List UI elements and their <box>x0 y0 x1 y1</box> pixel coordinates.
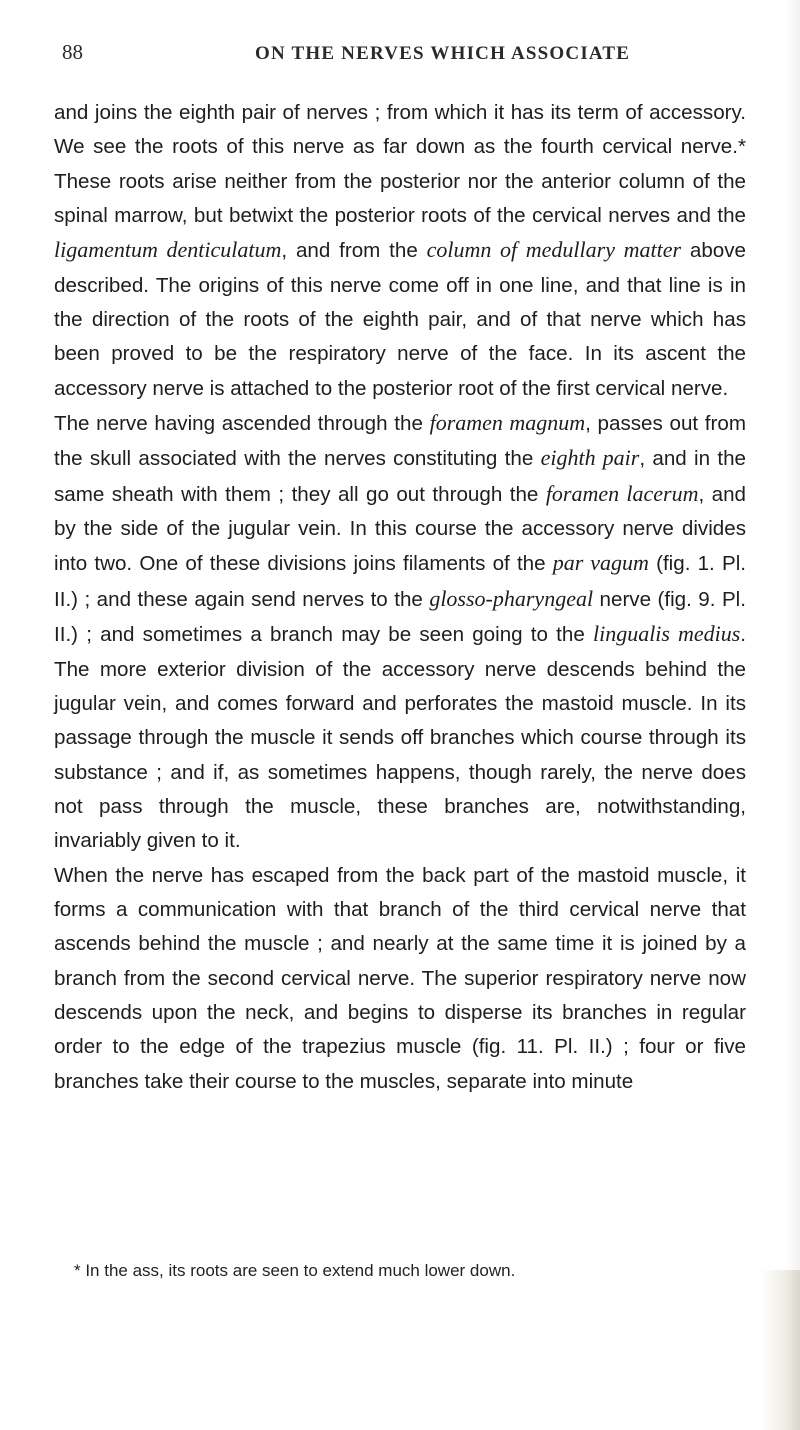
italic-term: lingualis medius <box>592 621 741 647</box>
italic-term: ligamentum denticulatum <box>54 237 282 263</box>
page-number: 88 <box>62 40 83 64</box>
page-edge-shadow <box>786 0 800 1430</box>
paragraph-2: The nerve having ascended through the foramen magnum, passes out from the skull associated with the nerves constituting the eighth pair, and in the same sheath with them ; they all go out through the foramen lacerum, and by the side of the jugular vein. In this course the accessory nerve divides into two. One of these divisions joins filaments of the par vagum (fig. 1. Pl. II.) ; and these again send nerves to the glosso-pharyngeal nerve (fig. 9. Pl. II.) ; and sometimes a branch may be seen going to the lingualis medius. The more exterior division of the accessory nerve descends behind the jugular vein, and comes forward and perforates the mastoid muscle. In its passage through the muscle it sends off branches which course through its substance ; and if, as sometimes happens, though rarely, the nerve does not pass through the muscle, these branches are, notwithstanding, invariably given to it. <box>54 410 747 853</box>
footnote: * In the ass, its roots are seen to extend much lower down. <box>74 1261 516 1280</box>
body-text <box>54 96 746 1099</box>
paragraph-1: and joins the eighth pair of nerves ; from which it has its term of accessory. We see the roots of this nerve as far down as the fourth cervical nerve.* These roots arise neither from the posterior nor the anterior column of the spinal marrow, but betwixt the posterior roots of the cervical nerves and the ligamentum denticulatum, and from the column of medullary matter above described. The origins of this nerve come off in one line, and that line is in the direction of the roots of the eighth pair, and of that nerve which has been proved to be the respiratory nerve of the face. In its ascent the accessory nerve is attached to the posterior root of the first cervical nerve. <box>54 101 746 400</box>
italic-term: foramen magnum <box>429 410 586 436</box>
page-corner-stain <box>760 1270 800 1430</box>
italic-term: par vagum <box>552 550 649 576</box>
italic-term: glosso-pharyngeal <box>429 585 594 611</box>
italic-term: foramen lacerum <box>545 480 699 506</box>
italic-term: eighth pair <box>540 445 640 471</box>
paragraph-3: When the nerve has escaped from the back part of the mastoid muscle, it forms a communication with that branch of the third cervical nerve that ascends behind the muscle ; and nearly at the same time it is joined by a branch from the second cervical nerve. The superior respiratory nerve now descends upon the neck, and begins to disperse its branches in regular order to the edge of the trapezius muscle (fig. 11. Pl. II.) ; four or five branches take their course to the muscles, separate into minute <box>54 863 746 1093</box>
italic-term: column of medullary matter <box>426 237 682 263</box>
running-head: ON THE NERVES WHICH ASSOCIATE <box>255 43 631 64</box>
page-header <box>60 40 750 70</box>
